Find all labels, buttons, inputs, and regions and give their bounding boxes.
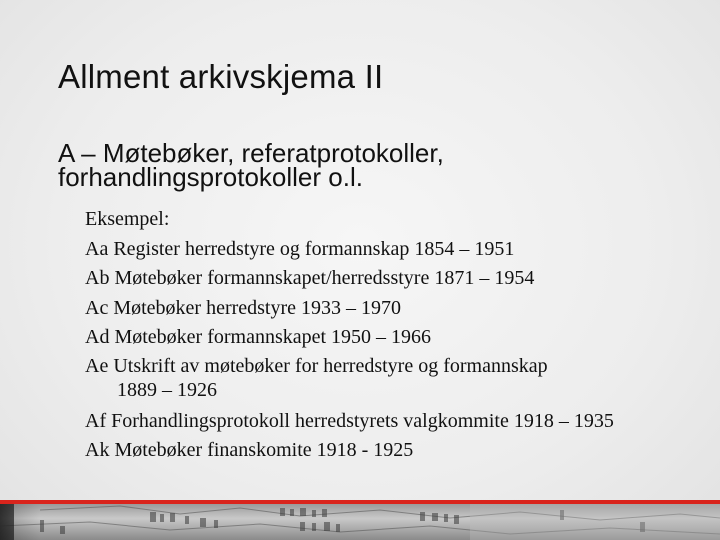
archive-photo-strip [0,504,720,540]
slide-title: Allment arkivskjema II [58,58,384,95]
list-item-continuation: 1889 – 1926 [117,378,217,401]
example-intro: Eksempel: [85,208,170,230]
section-heading-line-1: A – Møtebøker, referatprotokoller, [58,138,444,168]
section-heading-line-2: forhandlingsprotokoller o.l. [58,162,363,192]
list-item: Ae Utskrift av møtebøker for herredstyre og formannskap [85,354,548,377]
archive-photo-texture [0,504,720,540]
example-list [85,205,705,466]
list-item: Ac Møtebøker herredstyre 1933 – 1970 [85,296,402,319]
list-item: Ab Møtebøker formannskapet/herredsstyre 1871 – 1954 [85,267,535,289]
list-item: Af Forhandlingsprotokoll herredstyrets valgkommite 1918 – 1935 [85,409,614,432]
list-item: Aa Register herredstyre og formannskap 1854 – 1951 [85,237,515,260]
list-item: Ad Møtebøker formannskapet 1950 – 1966 [85,326,432,348]
list-item: Ak Møtebøker finanskomite 1918 - 1925 [85,439,414,461]
section-heading [58,138,678,192]
